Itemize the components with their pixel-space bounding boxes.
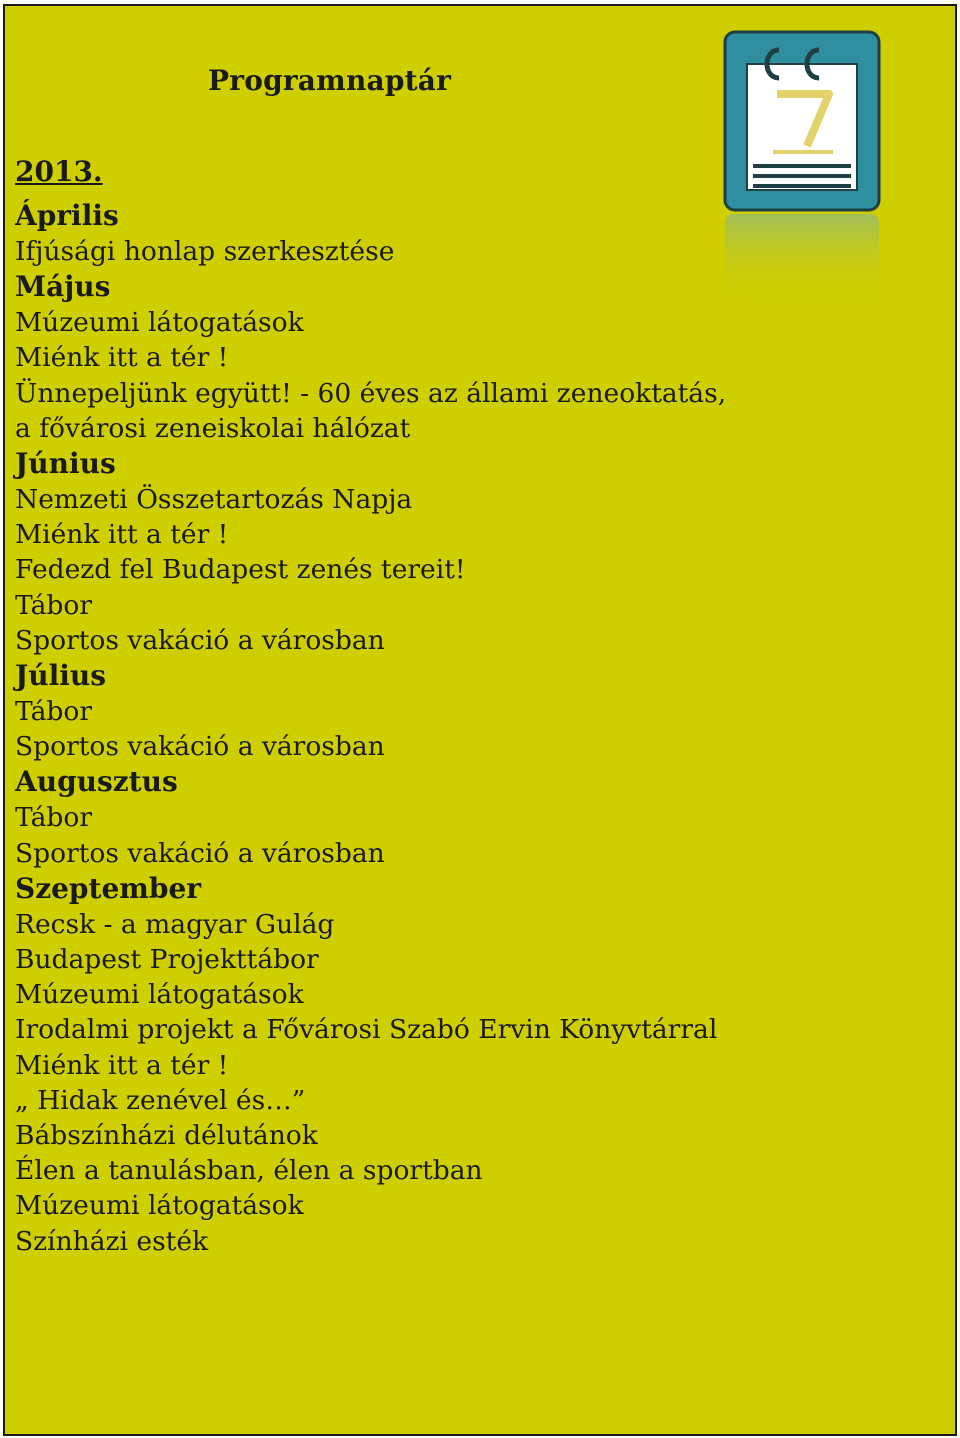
month-list bbox=[15, 198, 727, 1259]
month-heading: Május bbox=[15, 270, 111, 304]
event-item: Miénk itt a tér ! bbox=[15, 1049, 229, 1081]
event-item: Élen a tanulásban, élen a sportban bbox=[15, 1155, 483, 1187]
event-item: Miénk itt a tér ! bbox=[15, 342, 229, 374]
event-item: Miénk itt a tér ! bbox=[15, 519, 229, 551]
event-item: Tábor bbox=[15, 589, 93, 621]
document-page bbox=[3, 4, 957, 1436]
month-section bbox=[15, 446, 715, 658]
month-heading: Szeptember bbox=[15, 871, 202, 905]
month-section bbox=[15, 269, 727, 446]
program-list bbox=[15, 154, 727, 1259]
event-list bbox=[15, 482, 715, 658]
month-heading: Július bbox=[15, 659, 106, 693]
event-item: Bábszínházi délutánok bbox=[15, 1120, 318, 1152]
event-item: Sportos vakáció a városban bbox=[15, 731, 385, 763]
event-list bbox=[15, 800, 715, 870]
event-item: Színházi esték bbox=[15, 1225, 209, 1257]
event-list bbox=[15, 234, 715, 269]
event-list bbox=[15, 694, 715, 764]
year-heading: 2013. bbox=[15, 155, 103, 188]
month-heading: Június bbox=[15, 447, 116, 481]
month-section bbox=[15, 658, 715, 764]
event-item: Tábor bbox=[15, 802, 93, 834]
calendar-icon bbox=[721, 26, 881, 306]
month-section bbox=[15, 198, 715, 269]
event-item: Budapest Projekttábor bbox=[15, 944, 319, 976]
event-item: Sportos vakáció a városban bbox=[15, 837, 385, 869]
page-title: Programnaptár bbox=[208, 64, 452, 97]
event-item: Sportos vakáció a városban bbox=[15, 624, 385, 656]
month-heading: Április bbox=[15, 199, 119, 232]
event-item: Múzeumi látogatások bbox=[15, 307, 304, 339]
event-item: Recsk - a magyar Gulág bbox=[15, 908, 335, 940]
event-item: Múzeumi látogatások bbox=[15, 979, 304, 1011]
event-list bbox=[15, 305, 727, 446]
event-item: Tábor bbox=[15, 696, 93, 728]
month-section bbox=[15, 764, 715, 870]
event-list bbox=[15, 907, 718, 1259]
event-item: Nemzeti Összetartozás Napja bbox=[15, 484, 413, 516]
event-item: Ifjúsági honlap szerkesztése bbox=[15, 236, 395, 267]
month-section bbox=[15, 871, 718, 1259]
event-item: Fedezd fel Budapest zenés tereit! bbox=[15, 554, 466, 586]
event-item: „ Hidak zenével és…” bbox=[15, 1084, 306, 1116]
event-item: Irodalmi projekt a Fővárosi Szabó Ervin Könyvtárral bbox=[15, 1014, 718, 1046]
event-item: Múzeumi látogatások bbox=[15, 1190, 304, 1222]
month-heading: Augusztus bbox=[15, 765, 178, 799]
event-item: Ünnepeljünk együtt! - 60 éves az állami zeneoktatás, bbox=[15, 377, 727, 409]
event-item: a fővárosi zeneiskolai hálózat bbox=[15, 412, 411, 444]
